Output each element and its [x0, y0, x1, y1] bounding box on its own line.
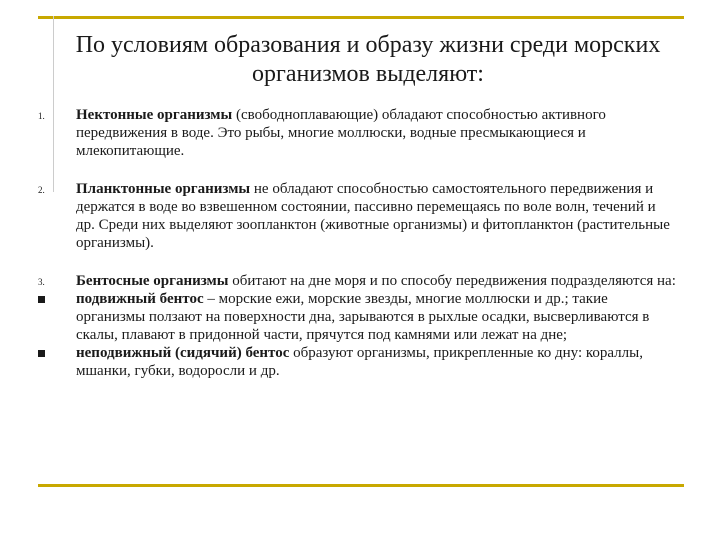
item-text: образуют организмы, прикрепленные ко дну: кораллы, мшанки, губки, водоросли и др.: [76, 345, 643, 379]
term-plankton: Планктонные организмы: [76, 181, 251, 197]
list-item-plankton: [38, 180, 678, 252]
term-mobile-benthos: подвижный бентос: [76, 291, 204, 307]
list-item-nekton: [38, 106, 678, 160]
item-number: 1.: [38, 111, 45, 121]
bottom-accent-line: [38, 484, 684, 487]
list-item-mobile-benthos: [38, 290, 678, 344]
item-text: обитают на дне моря и по способу передвижения подразделяются на:: [228, 273, 676, 289]
item-text: (свободноплавающие) обладают способностью активного передвижения в воде. Это рыбы, многие моллюски, водные пресмыкающиеся и млекопитающие.: [76, 107, 606, 159]
term-benthos: Бентосные организмы: [76, 273, 229, 289]
item-number: 2.: [38, 185, 45, 195]
square-bullet-icon: [38, 296, 45, 303]
item-number: 3.: [38, 277, 45, 287]
item-text: не обладают способностью самостоятельного передвижения и держатся в воде во взвешенном состоянии, пассивно перемещаясь по воле волн, течений и др. Среди них выделяют зоопланктон (животные организмы) и фитопланктон (растительные организмы).: [76, 181, 670, 251]
slide-title: По условиям образования и образу жизни среди морских организмов выделяют:: [75, 32, 661, 87]
item-text: – морские ежи, морские звезды, многие моллюски и др.; такие организмы ползают на поверхности дна, зарываются в рыхлые осадки, высверливаются в скалы, плавают в придонной части, прячутся под камнями или лежат на дне;: [76, 291, 650, 343]
term-sessile-benthos: неподвижный (сидячий) бентос: [76, 345, 290, 361]
list-item-benthos: [38, 272, 678, 290]
term-nekton: Нектонные организмы: [76, 107, 233, 123]
square-bullet-icon: [38, 350, 45, 357]
content-list: [38, 106, 678, 380]
list-item-sessile-benthos: [38, 344, 678, 380]
top-accent-line: [38, 16, 684, 19]
